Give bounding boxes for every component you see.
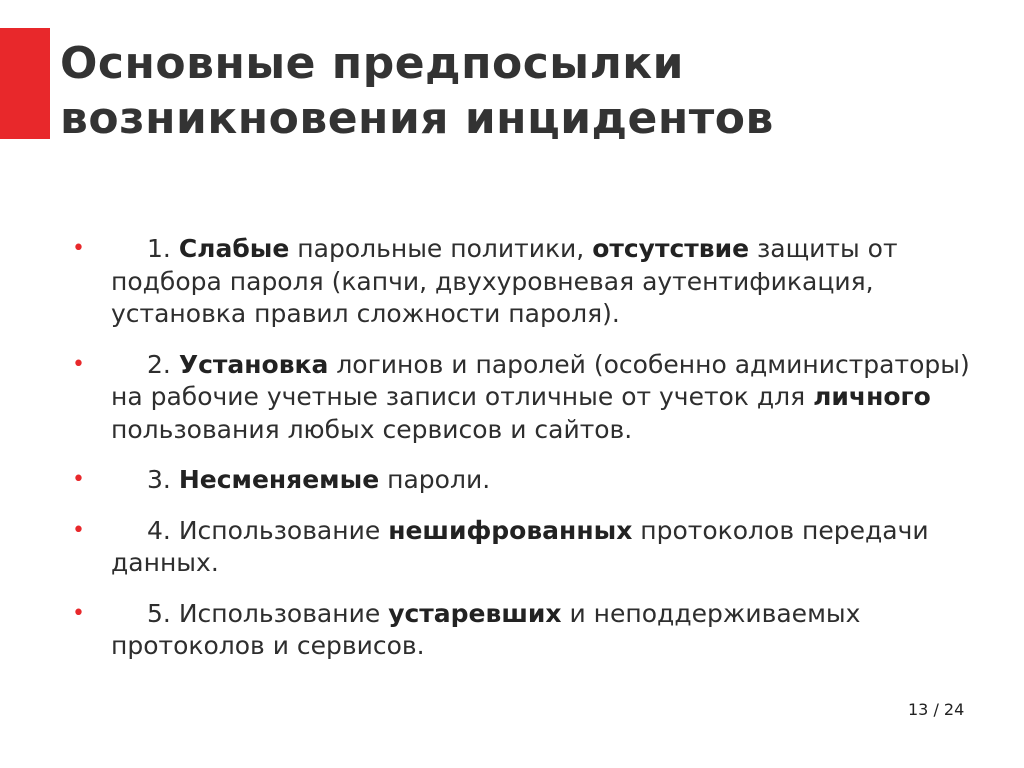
- slide-title-line-1: Основные предпосылки: [60, 38, 685, 89]
- title-accent-bar: [0, 28, 50, 139]
- item-text: Использование: [178, 515, 389, 545]
- bullet-item-3: [72, 464, 1007, 497]
- item-number: 4.: [147, 515, 171, 545]
- bullet-item-2: [72, 349, 1007, 447]
- slide-title-line-2: возникновения инцидентов: [60, 93, 774, 144]
- item-text-bold: нешифрованных: [388, 515, 633, 545]
- item-text: пароли.: [379, 465, 491, 494]
- bullet-dot-icon: •: [72, 467, 85, 492]
- item-number: 5.: [147, 598, 171, 628]
- item-text: и неподдерживаемых протоколов и сервисов.: [111, 598, 861, 660]
- item-text-bold: отсутствие: [592, 234, 750, 263]
- bullet-list: [72, 233, 1007, 663]
- item-number: 1.: [147, 234, 171, 263]
- item-text: логинов и паролей (особенно администраторы) на рабочие учетные записи отличные от учеток для: [111, 349, 970, 411]
- page-number: 13 / 24: [908, 700, 965, 719]
- bullet-item-4: [72, 515, 1007, 580]
- item-text-bold: Несменяемые: [178, 465, 380, 494]
- bullet-item-5: [72, 598, 1007, 663]
- slide-title: [60, 36, 1000, 146]
- bullet-dot-icon: •: [72, 517, 85, 543]
- item-number: 3.: [147, 465, 171, 494]
- bullet-dot-icon: •: [72, 600, 85, 626]
- item-text: пользования любых сервисов и сайтов.: [111, 414, 633, 444]
- item-text: парольные политики,: [289, 234, 593, 263]
- bullet-dot-icon: •: [72, 236, 85, 261]
- item-text-bold: устаревших: [388, 598, 562, 628]
- bullet-item-1: [72, 233, 1007, 331]
- bullet-dot-icon: •: [72, 351, 85, 377]
- item-text: Использование: [178, 598, 389, 628]
- item-text-bold: Установка: [178, 349, 329, 379]
- item-number: 2.: [147, 349, 171, 379]
- item-text-bold: Слабые: [178, 234, 290, 263]
- item-text: протоколов передачи данных.: [111, 515, 929, 577]
- item-text: защиты от подбора пароля (капчи, двухуровневая аутентификация, установка правил сложности пароля).: [111, 234, 898, 328]
- item-text-bold: личного: [813, 382, 931, 411]
